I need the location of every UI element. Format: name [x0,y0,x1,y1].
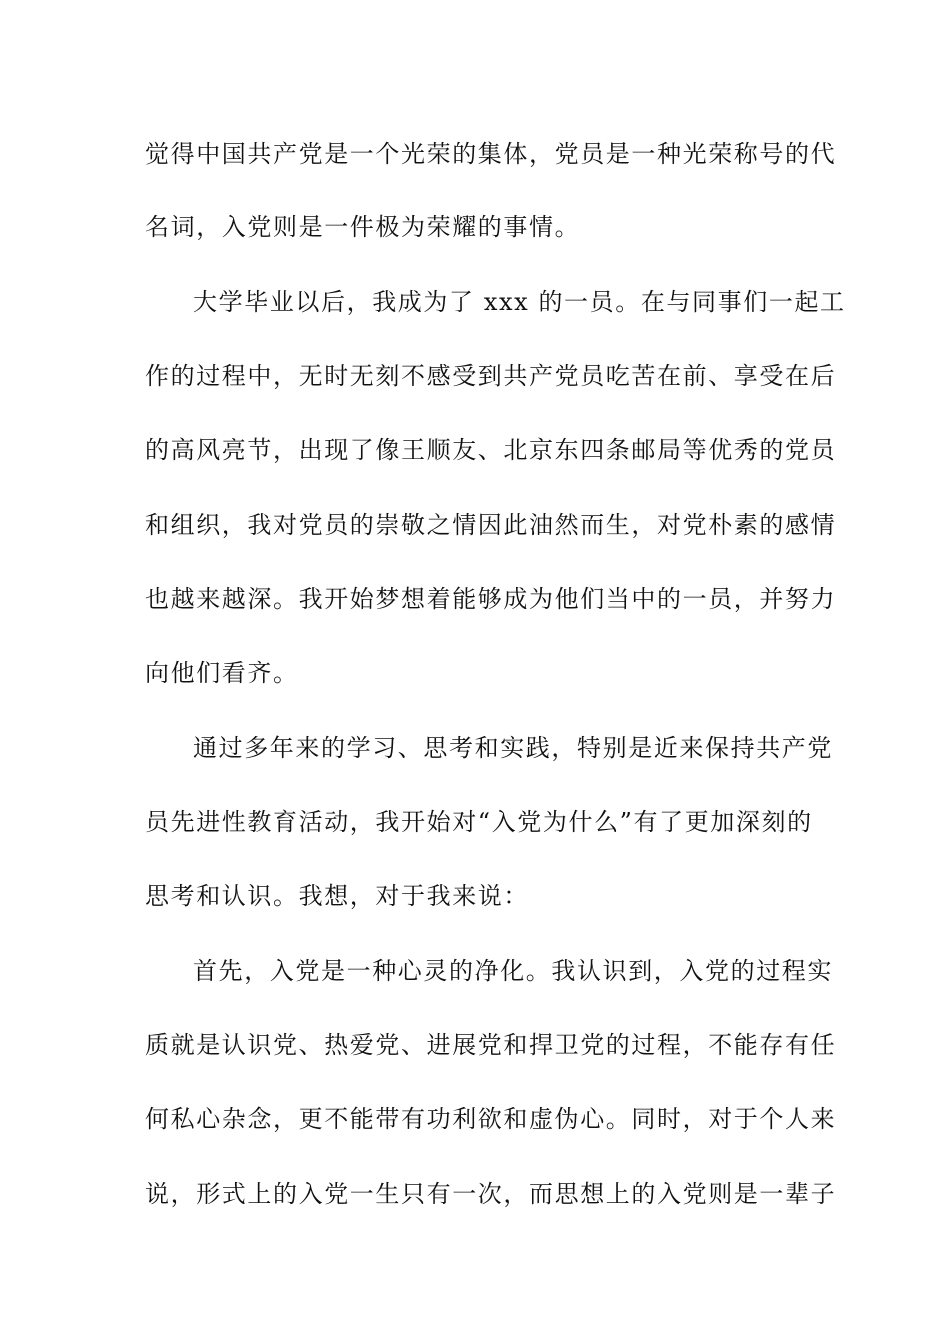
text-line: 向他们看齐。 [145,659,299,687]
text-line: 觉得中国共产党是一个光荣的集体，党员是一种光荣称号的代 [145,140,837,168]
paragraph-first-line: 首先，入党是一种心灵的净化。我认识到，入党的过程实 [193,957,833,985]
text-line: 说，形式上的入党一生只有一次，而思想上的入党则是一辈子 [145,1180,837,1208]
text-line: 的高风亮节，出现了像王顺友、北京东四条邮局等优秀的党员 [145,436,837,464]
text-line: 思考和认识。我想，对于我来说： [145,882,529,910]
paragraph-first-line: 通过多年来的学习、思考和实践，特别是近来保持共产党 [193,734,833,762]
text-line: 和组织，我对党员的崇敬之情因此油然而生，对党朴素的感情 [145,511,837,539]
text-line: 作的过程中，无时无刻不感受到共产党员吃苦在前、享受在后 [145,362,837,390]
text-line: 名词，入党则是一件极为荣耀的事情。 [145,213,581,241]
text-line: 也越来越深。我开始梦想着能够成为他们当中的一员，并努力 [145,585,837,613]
text-line: 何私心杂念，更不能带有功利欲和虚伪心。同时，对于个人来 [145,1105,837,1133]
paragraph-first-line: 大学毕业以后，我成为了 xxx 的一员。在与同事们一起工 [193,288,846,316]
text-line: 质就是认识党、热爱党、进展党和捍卫党的过程，不能存有任 [145,1031,837,1059]
text-line: 员先进性教育活动，我开始对“入党为什么”有了更加深刻的 [145,808,813,836]
